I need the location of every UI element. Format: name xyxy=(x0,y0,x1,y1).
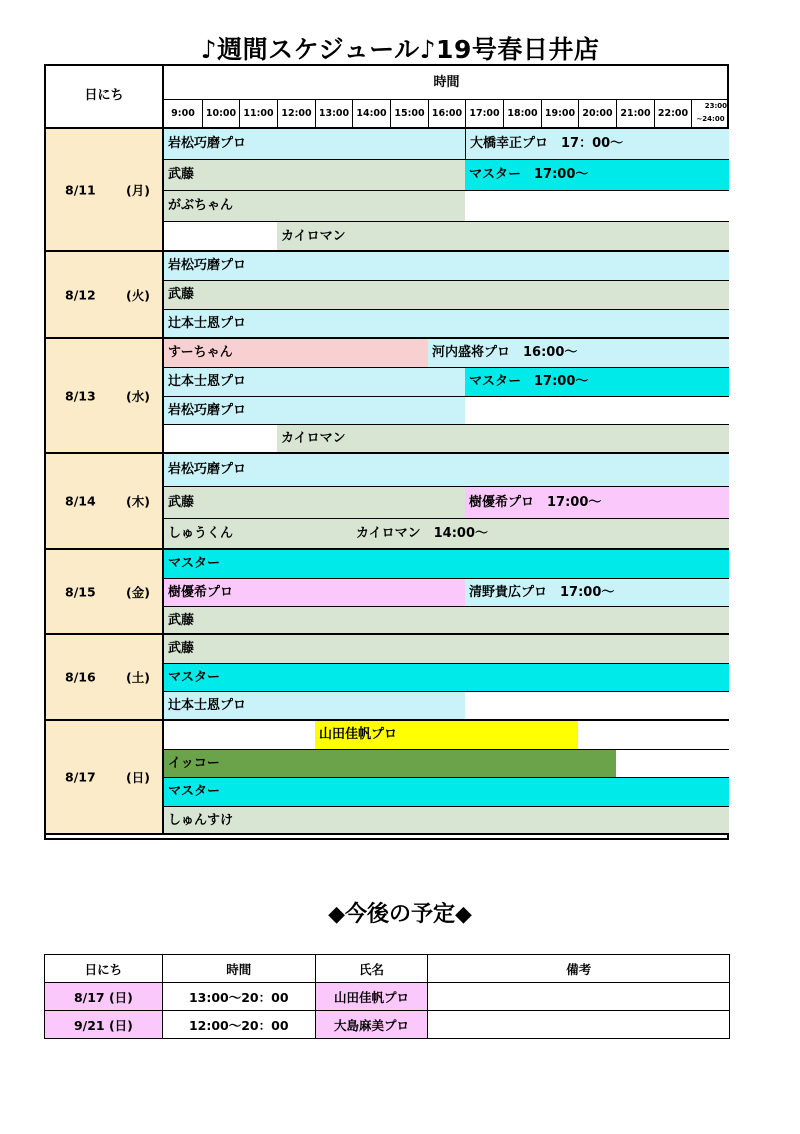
shift-bar: 武藤 xyxy=(164,281,729,309)
day-weekday: (木) xyxy=(126,494,150,509)
day-date-cell xyxy=(46,635,164,721)
empty-slot xyxy=(164,425,277,452)
hour-header-row xyxy=(164,100,729,129)
shift-bar: 山田佳帆プロ xyxy=(315,721,578,749)
upcoming-date: 8/17 (日) xyxy=(45,983,163,1011)
schedule-row xyxy=(164,664,729,692)
schedule-row xyxy=(164,487,729,519)
day-weekday: (金) xyxy=(126,584,150,600)
upcoming-note xyxy=(428,983,730,1011)
day-date-cell xyxy=(46,454,164,550)
hour-label: 10:00 xyxy=(202,100,239,127)
upcoming-note xyxy=(428,1011,730,1039)
schedule-row xyxy=(164,160,729,191)
shift-bar: しゅうくん xyxy=(164,519,352,548)
schedule-row xyxy=(164,721,729,750)
day-date: 8/17 xyxy=(65,769,96,785)
schedule-row xyxy=(164,807,729,835)
shift-bar: 清野貴広プロ 17:00～ xyxy=(465,579,729,606)
shift-bar: 辻本士恩プロ xyxy=(164,368,465,396)
upcoming-date: 9/21 (日) xyxy=(45,1011,163,1039)
table-row xyxy=(45,1011,730,1039)
day-date: 8/11 xyxy=(65,182,96,197)
hour-label-last: 23:00 ~24:00 xyxy=(691,100,729,127)
page-title: ♪週間スケジュール♪19号春日井店 xyxy=(200,35,600,64)
day-date: 8/13 xyxy=(65,388,96,403)
schedule-row xyxy=(164,191,729,222)
empty-slot xyxy=(164,222,277,250)
hour-label: 20:00 xyxy=(578,100,616,127)
shift-bar: 辻本士恩プロ xyxy=(164,692,465,719)
schedule-row xyxy=(164,281,729,310)
empty-slot xyxy=(465,397,729,424)
upcoming-name: 山田佳帆プロ xyxy=(315,983,428,1011)
shift-bar: 大橋幸正プロ 17：00～ xyxy=(465,129,729,159)
schedule-row xyxy=(164,607,729,635)
hour-label: 22:00 xyxy=(654,100,691,127)
shift-bar: 武藤 xyxy=(164,487,465,518)
shift-bar: 岩松巧磨プロ xyxy=(164,454,729,486)
schedule-row xyxy=(164,692,729,721)
schedule-row xyxy=(164,425,729,454)
upcoming-header-row xyxy=(45,955,730,983)
hour-label: 18:00 xyxy=(503,100,541,127)
empty-slot xyxy=(578,721,729,749)
schedule-row xyxy=(164,778,729,807)
hour-label: 9:00 xyxy=(171,108,195,119)
time-column-header: 時間 xyxy=(164,66,729,100)
day-date-cell xyxy=(46,721,164,835)
day-date-cell xyxy=(46,339,164,454)
schedule-row xyxy=(164,222,729,252)
shift-bar: 武藤 xyxy=(164,635,729,663)
hour-label: 21:00 xyxy=(616,100,654,127)
day-date: 8/15 xyxy=(65,584,96,599)
hour-label: 14:00 xyxy=(352,100,390,127)
weekly-schedule-table xyxy=(44,64,729,840)
day-date: 8/12 xyxy=(65,287,96,302)
schedule-row xyxy=(164,519,729,550)
schedule-row xyxy=(164,454,729,487)
schedule-row xyxy=(164,579,729,607)
upcoming-table xyxy=(44,954,730,1039)
shift-bar: すーちゃん xyxy=(164,339,428,367)
upcoming-col-note: 備考 xyxy=(428,955,730,983)
shift-bar: 辻本士恩プロ xyxy=(164,310,729,337)
shift-bar: マスター 17:00～ xyxy=(465,368,729,396)
schedule-row xyxy=(164,750,729,778)
schedule-row xyxy=(164,252,729,281)
date-column-header: 日にち xyxy=(46,66,164,129)
shift-bar: マスター 17:00～ xyxy=(465,160,729,190)
empty-slot xyxy=(465,692,729,719)
empty-slot xyxy=(164,721,315,749)
table-row xyxy=(45,983,730,1011)
shift-bar: イッコー xyxy=(164,750,616,777)
day-weekday: (火) xyxy=(126,287,150,303)
upcoming-col-name: 氏名 xyxy=(315,955,428,983)
shift-bar: 岩松巧磨プロ xyxy=(164,252,729,280)
shift-bar: カイロマン xyxy=(277,425,729,452)
shift-bar: 河内盛将プロ 16:00～ xyxy=(428,339,729,367)
empty-slot xyxy=(465,191,729,221)
shift-bar: しゅんすけ xyxy=(164,807,729,833)
hour-label: 15:00 xyxy=(390,100,428,127)
upcoming-col-date: 日にち xyxy=(45,955,163,983)
day-date-cell xyxy=(46,252,164,339)
shift-bar: 岩松巧磨プロ xyxy=(164,397,465,424)
shift-bar: マスター xyxy=(164,778,729,806)
day-weekday: (水) xyxy=(126,388,150,404)
shift-bar: 樹優希プロ 17:00～ xyxy=(465,487,729,518)
day-weekday: (日) xyxy=(126,770,150,785)
day-date: 8/14 xyxy=(65,493,96,509)
schedule-row xyxy=(164,550,729,579)
shift-bar: 武藤 xyxy=(164,160,465,190)
empty-slot xyxy=(616,750,729,777)
shift-bar: マスター xyxy=(164,664,729,691)
day-weekday: (月) xyxy=(126,182,150,198)
day-date-cell xyxy=(46,129,164,252)
shift-bar: 樹優希プロ xyxy=(164,579,465,606)
hour-label: 16:00 xyxy=(428,100,465,127)
upcoming-col-time: 時間 xyxy=(162,955,315,983)
shift-bar: がぶちゃん xyxy=(164,191,465,221)
day-weekday: (土) xyxy=(126,670,150,685)
upcoming-time: 13:00～20：00 xyxy=(162,983,315,1011)
schedule-row xyxy=(164,397,729,425)
schedule-row xyxy=(164,339,729,368)
hour-label: 11:00 xyxy=(239,100,277,127)
schedule-row xyxy=(164,635,729,664)
upcoming-heading: ◆今後の予定◆ xyxy=(328,902,472,927)
schedule-row xyxy=(164,129,729,160)
upcoming-time: 12:00～20：00 xyxy=(162,1011,315,1039)
shift-bar: マスター xyxy=(164,550,729,578)
shift-bar: 武藤 xyxy=(164,607,729,633)
hour-label: 19:00 xyxy=(541,100,578,127)
hour-label: 17:00 xyxy=(465,100,503,127)
day-date: 8/16 xyxy=(65,669,96,685)
day-date-cell xyxy=(46,550,164,635)
hour-label: 13:00 xyxy=(315,100,352,127)
shift-bar: カイロマン xyxy=(277,222,729,250)
shift-bar: 岩松巧磨プロ xyxy=(164,129,465,159)
schedule-row xyxy=(164,368,729,397)
hour-label: 12:00 xyxy=(277,100,315,127)
schedule-row xyxy=(164,310,729,339)
shift-bar: カイロマン 14:00～ xyxy=(352,519,729,548)
upcoming-name: 大島麻美プロ xyxy=(315,1011,428,1039)
